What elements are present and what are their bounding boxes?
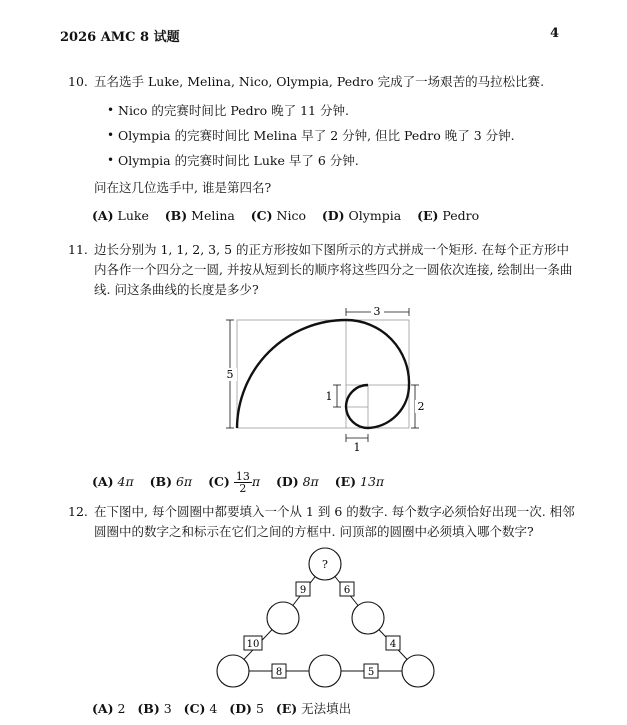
question-12-number: 12.	[68, 504, 88, 519]
outer-rectangle	[237, 320, 409, 428]
question-10-number: 10.	[68, 74, 88, 89]
bullet-icon: •	[107, 153, 115, 167]
fibonacci-spiral-figure	[220, 300, 435, 460]
bullet-icon: •	[107, 103, 115, 117]
choice-d[interactable]: (D) 5	[229, 701, 264, 716]
question-11-line: 内各作一个四分之一圆, 并按从短到长的顺序将这些四分之一圆依次连接, 绘制出一条曲	[94, 262, 573, 277]
choice-b[interactable]: (B) 3	[137, 701, 172, 716]
question-12-line: 在下图中, 每个圆圈中都要填入一个从 1 到 6 的数字. 每个数字必须恰好出现一次. 相邻	[94, 504, 575, 519]
circle	[217, 655, 249, 687]
choice-e[interactable]: (E) 无法填出	[275, 701, 352, 716]
choice-d[interactable]: (D) Olympia	[321, 208, 402, 223]
choice-a[interactable]: (A) 4π	[92, 474, 134, 489]
question-10-choices	[92, 208, 479, 224]
circle	[267, 602, 299, 634]
label-right: 2	[417, 400, 425, 413]
question-10-bullet: Nico 的完赛时间比 Pedro 晚了 11 分钟.	[118, 103, 349, 118]
question-12-choices	[92, 701, 351, 717]
choice-a[interactable]: (A) Luke	[92, 208, 149, 223]
sum-box: 4	[389, 639, 397, 650]
page-header-title: 2026 AMC 8 试题	[60, 30, 180, 45]
label-left: 5	[226, 368, 234, 381]
question-10-stem: 五名选手 Luke, Melina, Nico, Olympia, Pedro 完成了一场艰苦的马拉松比赛.	[94, 74, 545, 89]
choice-b[interactable]: (B) Melina	[164, 208, 235, 223]
spiral-curve	[237, 320, 409, 428]
label-top: 3	[373, 305, 381, 318]
choice-c[interactable]: (C) $\frac{13}{2}$ π	[208, 470, 261, 495]
choice-e[interactable]: (E) 13π	[334, 474, 385, 489]
sum-box: 9	[299, 585, 307, 596]
sum-box: 8	[275, 667, 283, 678]
question-10-bullet: Olympia 的完赛时间比 Melina 早了 2 分钟, 但比 Pedro 晚了 3 分钟.	[118, 128, 515, 143]
label-inner-left: 1	[325, 390, 333, 403]
question-10-prompt: 问在这几位选手中, 谁是第四名?	[94, 180, 272, 195]
bullet-icon: •	[107, 128, 115, 142]
sum-box: 6	[343, 585, 351, 596]
sum-box: 5	[367, 667, 375, 678]
sum-box: 10	[246, 639, 260, 650]
circle	[402, 655, 434, 687]
circle	[352, 602, 384, 634]
top-circle-value: ?	[322, 558, 328, 571]
fraction: $\frac{13}{2}$	[235, 470, 250, 495]
choice-e[interactable]: (E) Pedro	[417, 208, 480, 223]
circle-triangle-figure	[200, 540, 450, 700]
question-11-number: 11.	[68, 242, 88, 257]
question-11-line: 边长分别为 1, 1, 2, 3, 5 的正方形按如下图所示的方式拼成一个矩形. 在每个正方形中	[94, 242, 569, 257]
choice-d[interactable]: (D) 8π	[275, 474, 319, 489]
page-number: 4	[549, 26, 559, 41]
question-12-line: 圆圈中的数字之和标示在它们之间的方框中. 问顶部的圆圈中必须填入哪个数字?	[94, 524, 534, 539]
choice-a[interactable]: (A) 2	[92, 701, 126, 716]
choice-c[interactable]: (C) Nico	[250, 208, 306, 223]
question-11-line: 线. 问这条曲线的长度是多少?	[94, 282, 259, 297]
question-10-bullet: Olympia 的完赛时间比 Luke 早了 6 分钟.	[118, 153, 359, 168]
question-11-choices	[92, 470, 384, 494]
circle	[309, 655, 341, 687]
label-bottom: 1	[353, 441, 361, 454]
choice-b[interactable]: (B) 6π	[149, 474, 193, 489]
choice-c[interactable]: (C) 4	[183, 701, 218, 716]
